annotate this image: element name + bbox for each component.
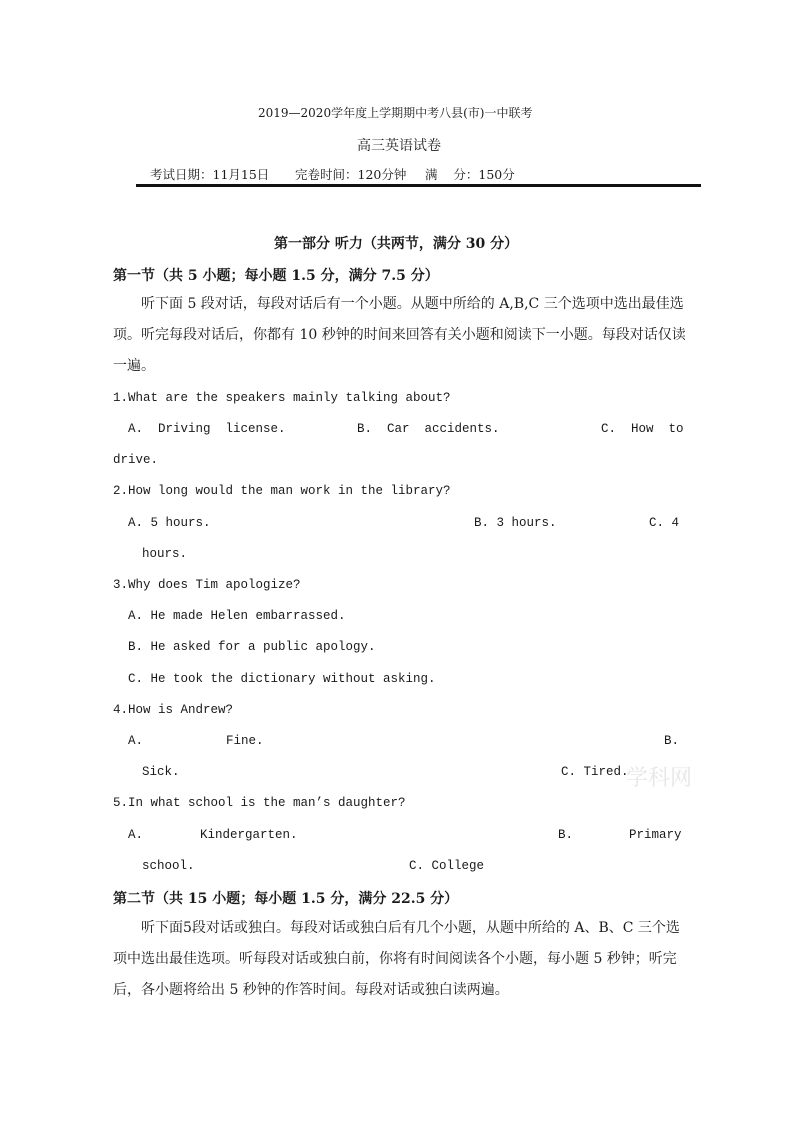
question-4-option-a-letter: A. (128, 734, 144, 748)
question-4-option-a-text: Fine. (226, 734, 264, 748)
question-4-option-c: C. Tired. (561, 765, 629, 779)
question-5-option-a-text: Kindergarten. (200, 828, 298, 842)
question-3-option-b: B. He asked for a public apology. (128, 640, 376, 654)
question-5-stem: 5.In what school is the man’s daughter? (113, 796, 406, 810)
question-2-option-c-cont: hours. (142, 547, 188, 561)
question-2-option-b: B. 3 hours. (474, 516, 557, 530)
question-2-option-a: A. 5 hours. (128, 516, 211, 530)
question-1-option-c-cont: drive. (113, 453, 159, 467)
section2-title: 第二节（共 15 小题；每小题 1.5 分，满分 22.5 分） (113, 891, 459, 907)
section1-intro-line2: 项。听完每段对话后，你都有 10 秒钟的时间来回答有关小题和阅读下一小题。每段对话仅读 (113, 327, 686, 343)
section1-intro-line3: 一遍。 (113, 358, 155, 374)
question-1-stem: 1.What are the speakers mainly talking about? (113, 391, 451, 405)
watermark-logo: 学科网 (626, 766, 693, 791)
question-5-option-a-letter: A. (128, 828, 144, 842)
question-3-stem: 3.Why does Tim apologize? (113, 578, 301, 592)
exam-name: 2019—2020学年度上学期期中考八县(市)一中联考 (258, 106, 533, 120)
question-3-option-a: A. He made Helen embarrassed. (128, 609, 346, 623)
section1-title: 第一节（共 5 小题；每小题 1.5 分，满分 7.5 分） (113, 268, 439, 284)
section1-intro-line1: 听下面 5 段对话，每段对话后有一个小题。从题中所给的 A,B,C 三个选项中选出最佳选 (141, 296, 684, 312)
question-5-option-b-cont: school. (142, 859, 195, 873)
section2-intro-line2: 项中选出最佳选项。听每段对话或独白前，你将有时间阅读各个小题，每小题 5 秒钟；听完 (113, 951, 677, 967)
question-1-option-c: C. How to (601, 422, 684, 436)
paper-title: 高三英语试卷 (357, 138, 441, 154)
question-4-stem: 4.How is Andrew? (113, 703, 234, 717)
question-2-stem: 2.How long would the man work in the library? (113, 484, 451, 498)
question-4-option-b-text: Sick. (142, 765, 180, 779)
question-2-option-c: C. 4 (649, 516, 680, 530)
section2-intro-line3: 后，各小题将给出 5 秒钟的作答时间。每段对话或独白读两遍。 (113, 982, 509, 998)
question-1-option-b: B. Car accidents. (357, 422, 500, 436)
question-5-option-c: C. College (409, 859, 485, 873)
header-rule (136, 184, 701, 187)
question-5-option-b-text: Primary (629, 828, 682, 842)
question-4-option-b-letter: B. (664, 734, 680, 748)
question-5-option-b-letter: B. (558, 828, 574, 842)
question-3-option-c: C. He took the dictionary without asking. (128, 672, 436, 686)
question-1-option-a: A. Driving license. (128, 422, 286, 436)
full-score: 满 分：150分 (425, 167, 515, 182)
exam-duration: 完卷时间：120分钟 (295, 167, 407, 182)
exam-date: 考试日期：11月15日 (150, 167, 270, 182)
section2-intro-line1: 听下面5段对话或独白。每段对话或独白后有几个小题，从题中所给的 A、B、C 三个选 (141, 920, 680, 936)
part1-title: 第一部分 听力（共两节，满分 30 分） (274, 236, 519, 252)
